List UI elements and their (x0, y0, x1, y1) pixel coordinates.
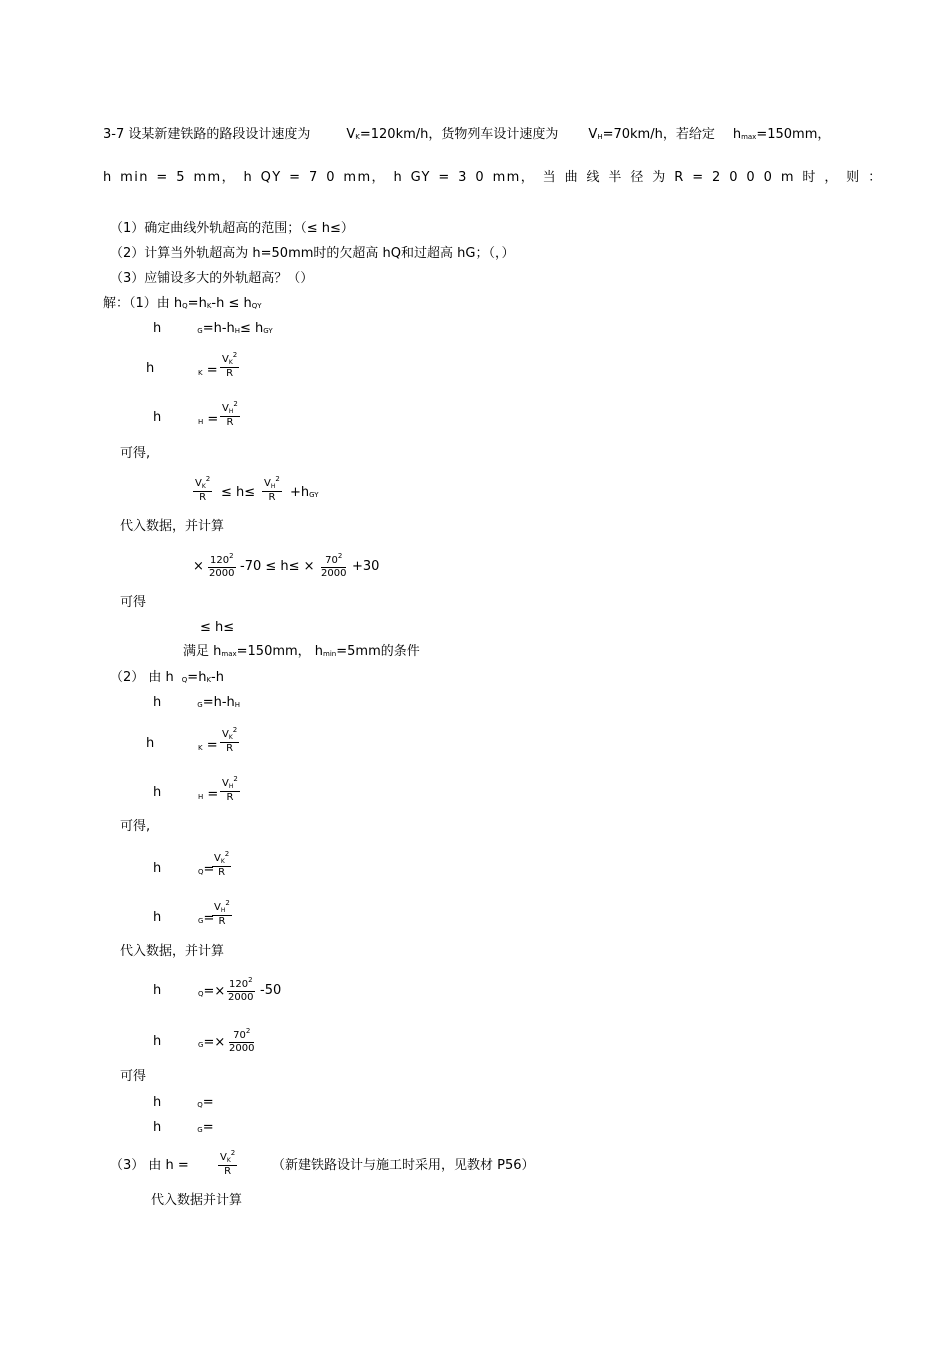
hg-calc-label: h (153, 1034, 162, 1049)
question-1: （1）确定曲线外轨超高的范围；（≤ h≤） (110, 221, 354, 236)
hq-frac: $\frac{V_K^2}{R}$ (214, 850, 230, 878)
part2-frac-vk: $\frac{V_K^2}{R}$ (222, 726, 238, 754)
part2-start: （2） 由 h Q=hK-h (110, 670, 224, 685)
hq-calc-m50: -50 (260, 983, 282, 998)
solution-start: 解：（1）由 hQ=hK-h ≤ hQY (103, 296, 262, 311)
frac-vk-r: $\frac{V_K^2}{R}$ (222, 351, 238, 379)
frac-ineq-right: $\frac{V_H^2}{R}$ (264, 475, 280, 503)
daru-2: 代入数据，并计算 (120, 944, 225, 959)
frac-70-2000: $\frac{70^2}{2000}$ (321, 552, 347, 579)
part3-frac: $\frac{V_K^2}{R}$ (220, 1149, 236, 1177)
condition-satisfied: 满足 hmax=150mm， hmin=5mm的条件 (183, 644, 420, 659)
ineq-plus-hgy: +hGY (290, 485, 319, 500)
part3-note: （新建铁路设计与施工时采用，见教材 P56） (272, 1158, 535, 1173)
question-3: （3）应铺设多大的外轨超高？（） (110, 271, 314, 286)
hq-calc-label: h (153, 983, 162, 998)
part2-hk-label: h (146, 736, 155, 751)
eq-hk-eq: K = (198, 363, 218, 378)
problem-line-2: h min = 5 mm， h QY = 7 0 mm， h GY = 3 0 mm， 当 曲 线 半 径 为 R = 2 0 0 0 m 时 ， 则 ： (103, 170, 883, 185)
frac-vh-r: $\frac{V_H^2}{R}$ (222, 400, 238, 428)
hg-calc-frac: $\frac{70^2}{2000}$ (229, 1027, 255, 1054)
kede-1: 可得, (120, 446, 151, 461)
question-2: （2）计算当外轨超高为 h=50mm时的欠超高 hQ和过超高 hG；（，） (110, 246, 515, 261)
times-1: × (193, 559, 204, 574)
part3-last: 代入数据并计算 (151, 1193, 243, 1208)
eq-hh-label: h (153, 410, 162, 425)
frac-120-2000: $\frac{120^2}{2000}$ (209, 552, 235, 579)
kede-2: 可得 (120, 595, 147, 610)
kede-4: 可得 (120, 1069, 147, 1084)
hq-calc-frac: $\frac{120^2}{2000}$ (228, 976, 254, 1003)
daru-1: 代入数据，并计算 (120, 519, 225, 534)
hg-label: h (153, 910, 162, 925)
eq-hg-1: h G=h-hH≤ hGY (153, 321, 273, 336)
problem-line-1: 3-7 设某新建铁路的路段设计速度为 VK=120km/h，货物列车设计速度为 VH=70km/h，若给定 hmax=150mm， (103, 127, 831, 142)
calc-p30: +30 (352, 559, 380, 574)
part3-start: （3） 由 h = (110, 1158, 189, 1173)
hq-eq: Q= (198, 862, 215, 877)
eq-hk-label: h (146, 361, 155, 376)
part2-hh-eq: H = (198, 787, 219, 802)
hg-calc-eq: G=× (198, 1035, 226, 1050)
eq-hh-eq: H = (198, 412, 219, 427)
hg-eq: G= (198, 911, 215, 926)
hq-label: h (153, 861, 162, 876)
ineq-mid: ≤ h≤ (221, 485, 256, 500)
hq-calc-eq: Q=× (198, 984, 226, 999)
part2-frac-vh: $\frac{V_H^2}{R}$ (222, 775, 238, 803)
part2-hk-eq: K = (198, 738, 218, 753)
part2-hg: h G=h-hH (153, 695, 241, 710)
frac-ineq-left: $\frac{V_K^2}{R}$ (195, 475, 211, 503)
hg-result: h G= (153, 1120, 214, 1135)
calc-m70: -70 ≤ h≤ × (240, 559, 315, 574)
result-range: ≤ h≤ (200, 620, 235, 635)
hq-result: h Q= (153, 1095, 214, 1110)
part2-hh-label: h (153, 785, 162, 800)
kede-3: 可得, (120, 819, 151, 834)
hg-frac: $\frac{V_H^2}{R}$ (214, 899, 230, 927)
